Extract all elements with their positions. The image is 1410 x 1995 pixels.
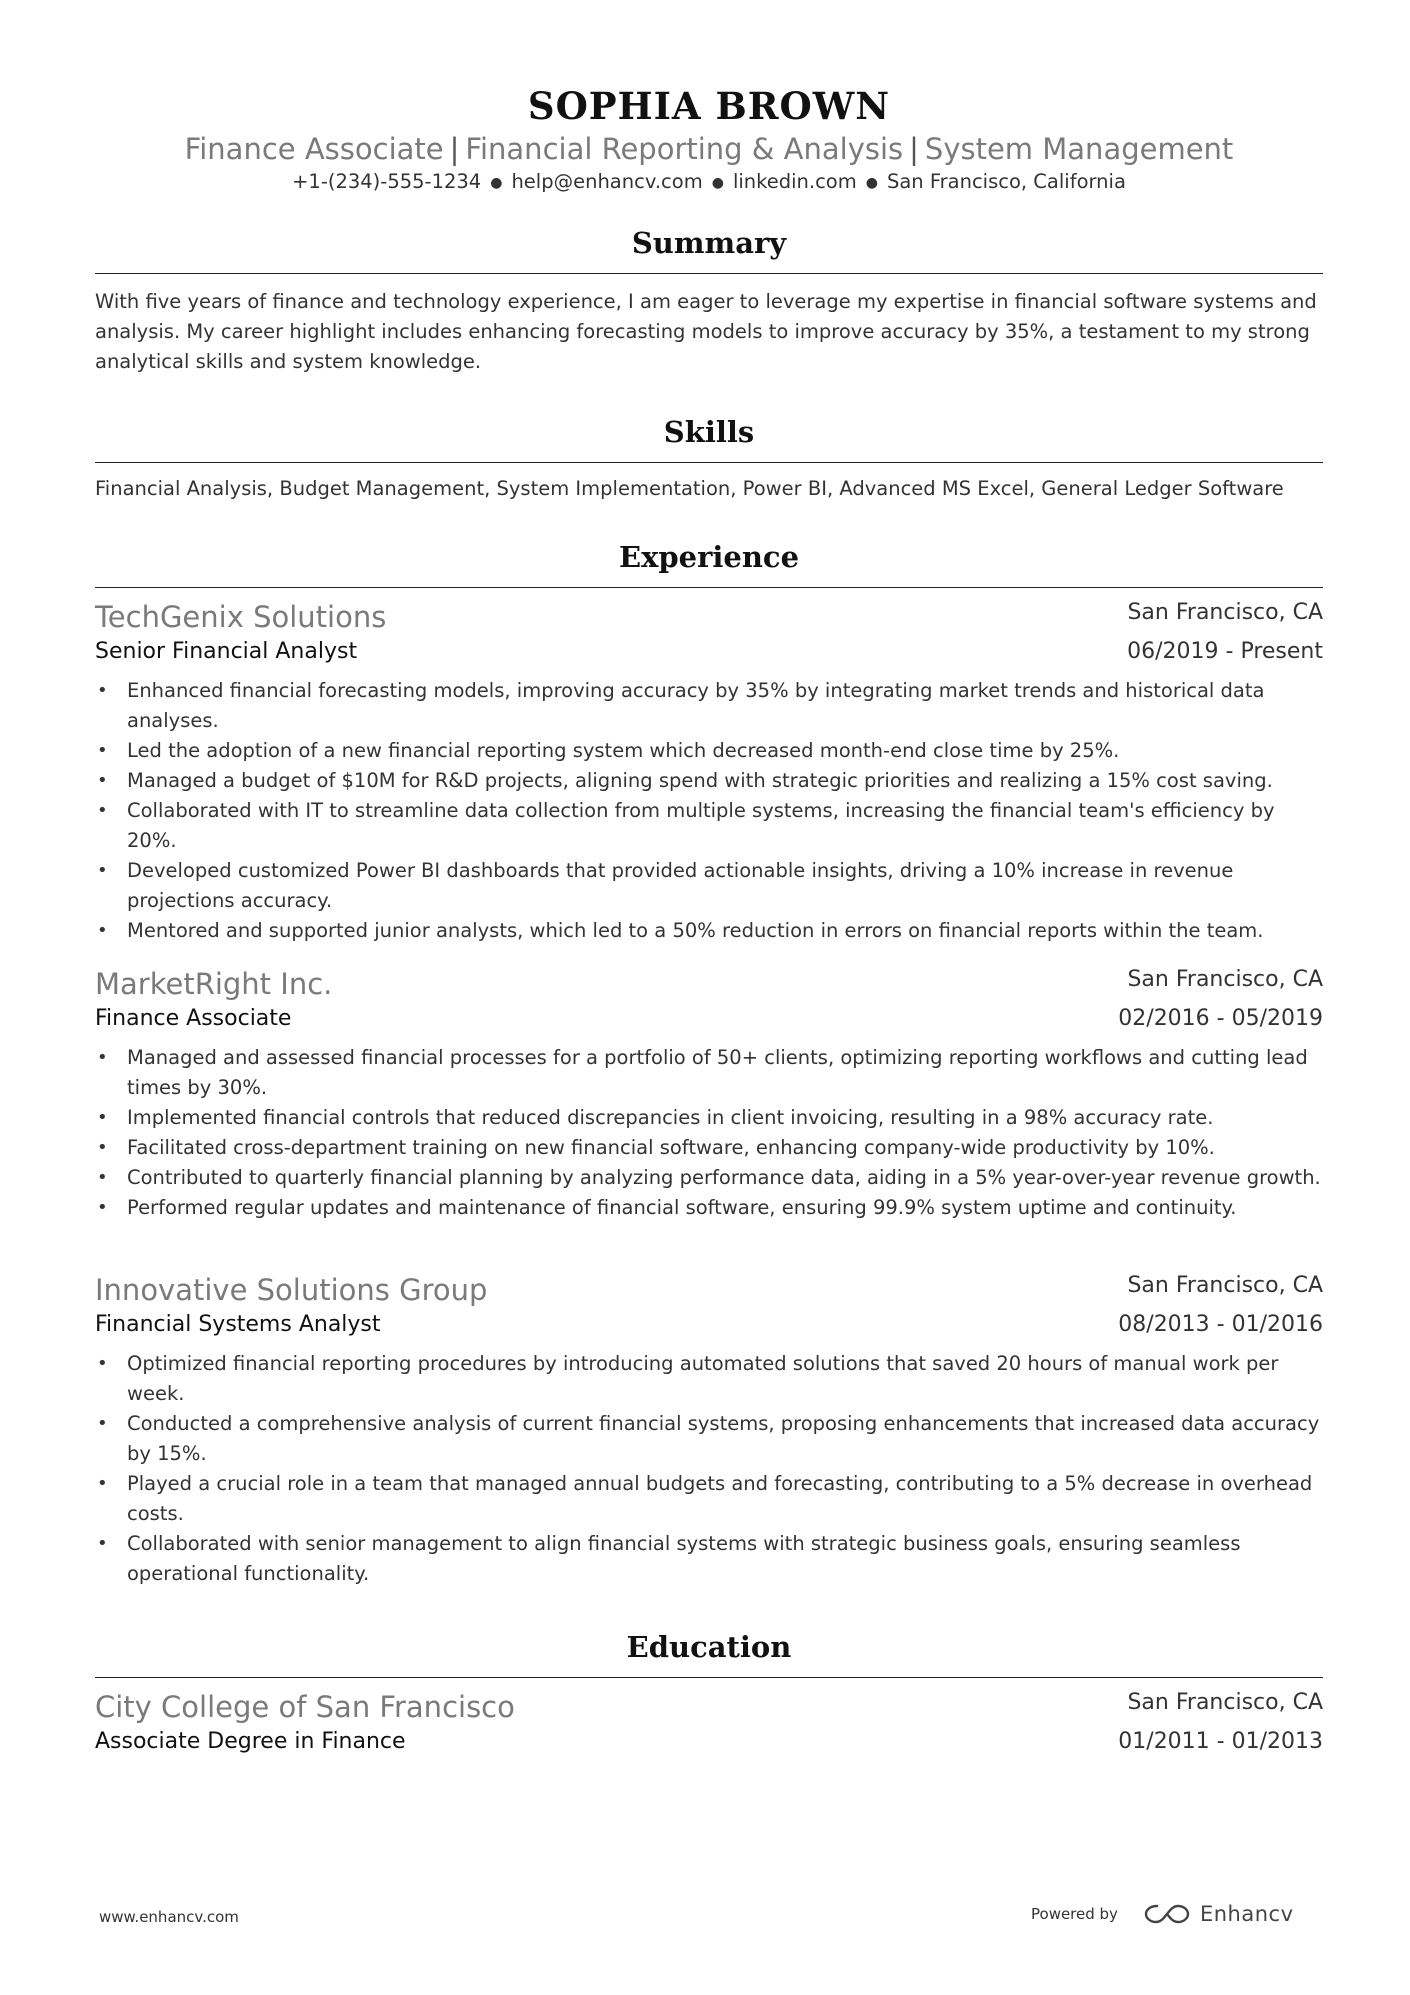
company-name: Innovative Solutions Group [95,1273,488,1307]
job-title: Senior Financial Analyst [95,639,358,664]
headline-title-1: Finance Associate [184,132,444,166]
list-item: • Developed customized Power BI dashboards that provided actionable insights, driving a 10% increase in revenue projections accuracy. [95,856,1323,916]
job-bullets [95,676,1323,946]
summary-heading: Summary [631,226,787,260]
contact-linkedin[interactable]: linkedin.com [732,170,857,193]
company-name: MarketRight Inc. [95,967,333,1001]
company-name: TechGenix Solutions [95,600,387,634]
job-bullets [95,1349,1323,1589]
degree-title: Associate Degree in Finance [95,1729,406,1754]
bullet-dot-icon: ● [711,174,724,191]
list-item: • Facilitated cross-department training on new financial software, enhancing company-wide productivity by 10%. [95,1133,1323,1163]
contact-email[interactable]: help@enhancv.com [511,170,703,193]
job-title: Finance Associate [95,1006,292,1031]
footer-website[interactable]: www.enhancv.com [99,1908,239,1926]
summary-text: With five years of finance and technology experience, I am eager to leverage my expertise in financial software systems and analysis. My career highlight includes enhancing forecasting models to improve accuracy by 35%, a testament to my strong analytical skills and system knowledge. [95,290,1317,373]
powered-by-label: Powered by [1031,1905,1118,1923]
list-item: • Collaborated with IT to streamline data collection from multiple systems, increasing the financial team's efficiency by 20%. [95,796,1323,856]
section-divider [95,273,1323,274]
headline-title-2: Financial Reporting & Analysis [465,132,904,166]
section-divider [95,587,1323,588]
headline-titles [95,132,1323,166]
bullet-dot-icon: ● [490,174,503,191]
enhancv-logo-icon [1144,1902,1190,1926]
candidate-name: SOPHIA BROWN [527,84,891,128]
bullet-dot-icon: ● [865,174,878,191]
job-title: Financial Systems Analyst [95,1312,381,1337]
contact-line [95,170,1323,193]
headline-title-3: System Management [924,132,1234,166]
job-dates: 06/2019 - Present [1127,639,1323,664]
list-item: • Contributed to quarterly financial planning by analyzing performance data, aiding in a 5% year-over-year revenue growth. [95,1163,1323,1193]
job-dates: 08/2013 - 01/2016 [1118,1312,1323,1337]
list-item: • Led the adoption of a new financial reporting system which decreased month-end close time by 25%. [95,736,1323,766]
school-location: San Francisco, CA [1127,1690,1323,1715]
skills-text: Financial Analysis, Budget Management, System Implementation, Power BI, Advanced MS Excel, General Ledger Software [95,477,1284,500]
job-dates: 02/2016 - 05/2019 [1118,1006,1323,1031]
job-location: San Francisco, CA [1127,600,1323,625]
education-dates: 01/2011 - 01/2013 [1118,1729,1323,1754]
skills-heading: Skills [663,415,755,449]
job-location: San Francisco, CA [1127,1273,1323,1298]
brand-wordmark: Enhancv [1199,1902,1294,1926]
list-item: • Implemented financial controls that reduced discrepancies in client invoicing, resulting in a 98% accuracy rate. [95,1103,1323,1133]
title-separator: | [909,132,919,166]
list-item: • Optimized financial reporting procedures by introducing automated solutions that saved 20 hours of manual work per week. [95,1349,1323,1409]
section-divider [95,462,1323,463]
list-item: • Conducted a comprehensive analysis of current financial systems, proposing enhancements that increased data accuracy by 15%. [95,1409,1323,1469]
list-item: • Collaborated with senior management to align financial systems with strategic business goals, ensuring seamless operational functionality. [95,1529,1323,1589]
list-item: • Managed a budget of $10M for R&D projects, aligning spend with strategic priorities and realizing a 15% cost saving. [95,766,1323,796]
list-item: • Performed regular updates and maintenance of financial software, ensuring 99.9% system uptime and continuity. [95,1193,1323,1223]
contact-phone[interactable]: +1-(234)-555-1234 [292,170,482,193]
job-bullets [95,1043,1323,1223]
list-item: • Enhanced financial forecasting models, improving accuracy by 35% by integrating market trends and historical data analyses. [95,676,1323,736]
job-location: San Francisco, CA [1127,967,1323,992]
list-item: • Managed and assessed financial processes for a portfolio of 50+ clients, optimizing reporting workflows and cutting lead times by 30%. [95,1043,1323,1103]
contact-location: San Francisco, California [886,170,1126,193]
title-separator: | [449,132,460,166]
education-heading: Education [626,1630,792,1664]
list-item: • Played a crucial role in a team that managed annual budgets and forecasting, contributing to a 5% decrease in overhead costs. [95,1469,1323,1529]
footer-branding [1031,1900,1294,1928]
experience-heading: Experience [618,540,800,574]
list-item: • Mentored and supported junior analysts, which led to a 50% reduction in errors on financial reports within the team. [95,916,1323,946]
section-divider [95,1677,1323,1678]
school-name: City College of San Francisco [95,1690,515,1724]
